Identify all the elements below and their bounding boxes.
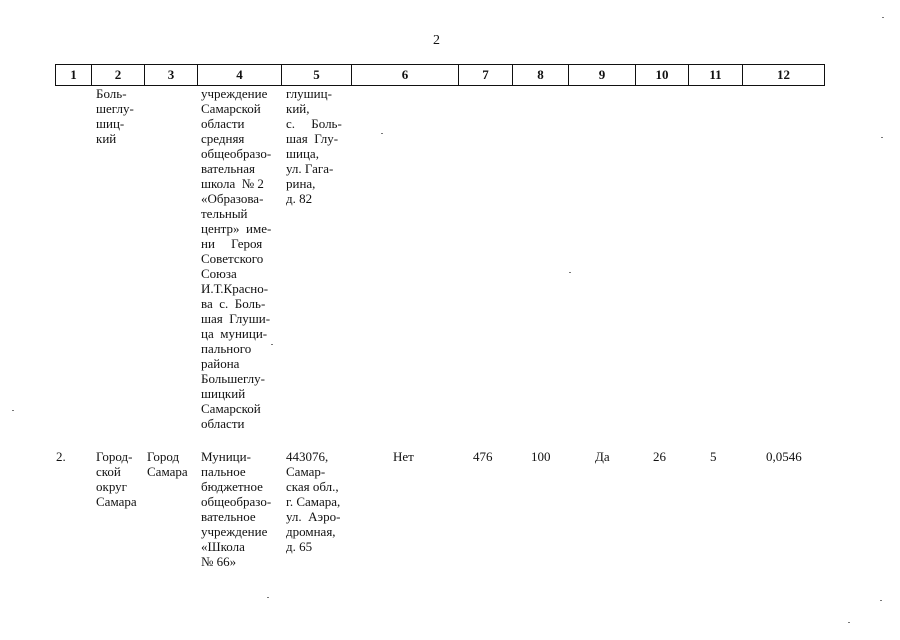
scan-speck bbox=[881, 137, 883, 138]
scan-speck bbox=[12, 410, 14, 411]
scan-speck bbox=[569, 272, 571, 273]
continued-row-address: глушиц- кий, с. Боль- шая Глу- шица, ул. Гага- рина, д. 82 bbox=[286, 86, 342, 206]
scan-speck bbox=[882, 17, 884, 18]
row-2-col-6: Нет bbox=[393, 449, 414, 464]
header-col-6: 6 bbox=[351, 65, 458, 85]
header-col-11: 11 bbox=[688, 65, 742, 85]
header-col-9: 9 bbox=[568, 65, 635, 85]
row-2-col-11: 5 bbox=[710, 449, 717, 464]
row-2-number: 2. bbox=[56, 449, 66, 464]
row-2-col-10: 26 bbox=[653, 449, 666, 464]
scan-speck bbox=[848, 622, 850, 623]
row-2-col-12: 0,0546 bbox=[766, 449, 802, 464]
header-col-12: 12 bbox=[742, 65, 824, 85]
header-col-1: 1 bbox=[70, 67, 77, 82]
header-col-8: 8 bbox=[512, 65, 568, 85]
row-2-address: 443076, Самар- ская обл., г. Самара, ул. Аэро- дромная, д. 65 bbox=[286, 449, 341, 554]
row-2-col-8: 100 bbox=[531, 449, 551, 464]
row-2-col-7: 476 bbox=[473, 449, 493, 464]
header-col-5: 5 bbox=[281, 65, 351, 85]
header-col-4: 4 bbox=[197, 65, 281, 85]
continued-row-institution-name: учреждение Самарской области средняя общеобразо- вательная школа № 2 «Образова- тельный центр» име- ни Героя Советского Союза И.Т.Красно- ва с. Боль- шая Глуши- ца муници- пального района Большеглу- шицкий Самарской области bbox=[201, 86, 272, 431]
header-col-7: 7 bbox=[458, 65, 512, 85]
row-2-col-9: Да bbox=[595, 449, 610, 464]
continued-row-municipal-district: Боль- шеглу- шиц- кий bbox=[96, 86, 134, 146]
header-col-2: 2 bbox=[91, 65, 144, 85]
header-col-10: 10 bbox=[635, 65, 688, 85]
scan-speck bbox=[267, 597, 269, 598]
header-col-3: 3 bbox=[144, 65, 197, 85]
row-2-municipal-district: Город- ской округ Самара bbox=[96, 449, 137, 509]
table-header-row bbox=[55, 64, 825, 86]
scan-speck bbox=[381, 133, 383, 134]
row-2-settlement: Город Самара bbox=[147, 449, 188, 479]
scan-speck bbox=[271, 344, 273, 345]
scan-speck bbox=[880, 600, 882, 601]
page-number: 2 bbox=[433, 33, 440, 48]
row-2-institution-name: Муници- пальное бюджетное общеобразо- вательное учреждение «Школа № 66» bbox=[201, 449, 272, 569]
